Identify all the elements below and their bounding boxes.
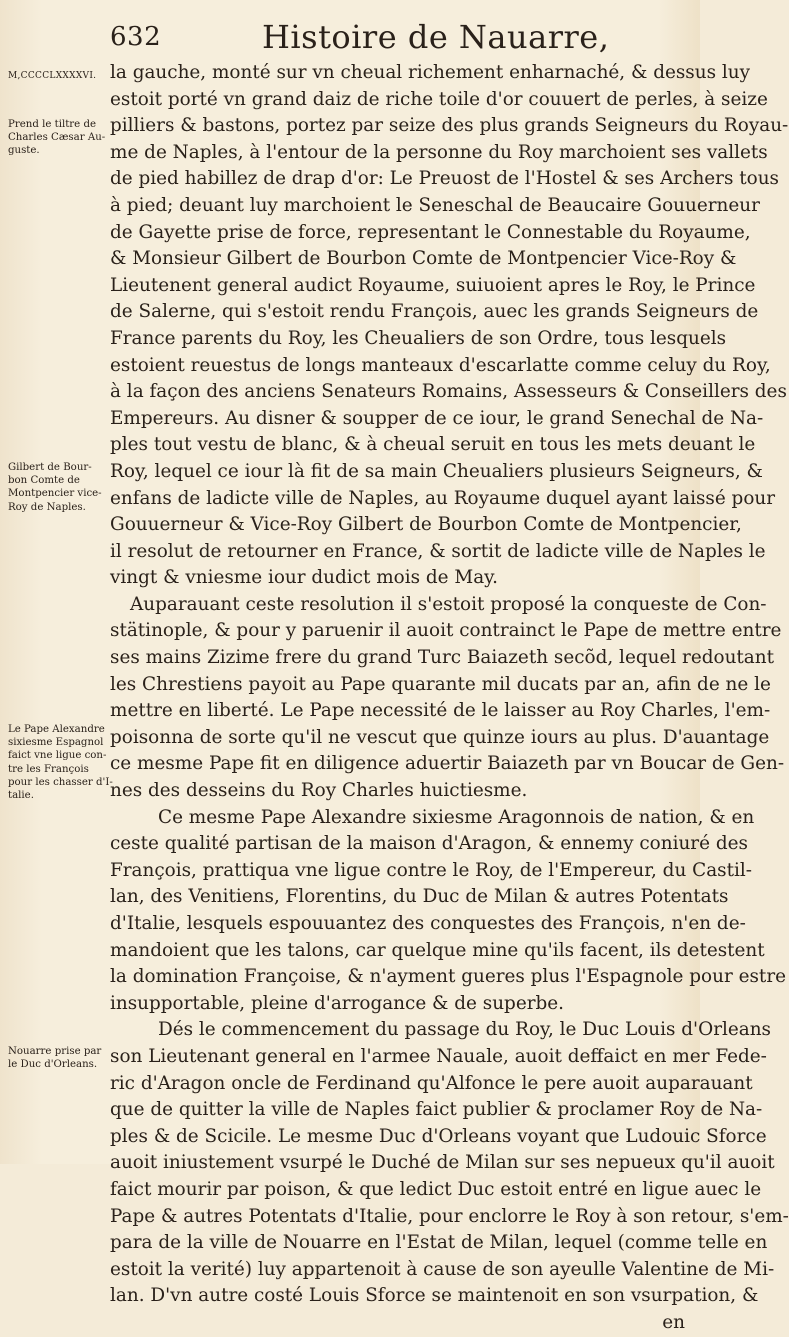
text-line: ses mains Zizime frere du grand Turc Baiazeth secõd, lequel redoutant — [110, 647, 775, 669]
text-line: ceste qualité partisan de la maison d'Aragon, & ennemy coniuré des — [110, 833, 748, 855]
text-line: son Lieutenant general en l'armee Nauale, auoit deffaict en mer Fede- — [110, 1045, 767, 1067]
text-line: à pied; deuant luy marchoient le Seneschal de Beaucaire Gouuerneur — [110, 194, 760, 216]
text-line: para de la ville de Nouarre en l'Estat de Milan, lequel (comme telle en — [110, 1232, 768, 1254]
text-line: estoit la verité) luy appartenoit à cause de son ayeulle Valentine de Mi- — [110, 1258, 775, 1280]
text-line: la domination Françoise, & n'ayment gueres plus l'Espagnole pour estre — [110, 966, 786, 988]
text-line: Pape & autres Potentats d'Italie, pour enclorre le Roy à son retour, s'em- — [110, 1205, 789, 1227]
text-line: d'Italie, lesquels espouuantez des conquestes des François, n'en de- — [110, 913, 746, 934]
text-line: Dés le commencement du passage du Roy, le Duc Louis d'Orleans — [158, 1019, 771, 1041]
text-line: mettre en liberté. Le Pape necessité de le laisser au Roy Charles, l'em- — [110, 700, 771, 722]
margin-note-line: Prend le tiltre de — [8, 119, 96, 130]
margin-note — [8, 723, 113, 802]
text-line: lan, des Venitiens, Florentins, du Duc de Milan & autres Potentats — [110, 886, 729, 908]
text-line: mandoient que les talons, car quelque mine qu'ils facent, ils detestent — [110, 939, 765, 961]
margin-note-line: tre les François — [8, 763, 89, 775]
text-line: ric d'Aragon oncle de Ferdinand qu'Alfonce le pere auoit auparauant — [110, 1072, 753, 1094]
text-line: insupportable, pleine d'arrogance & de superbe. — [110, 992, 565, 1014]
text-line: de pied habillez de drap d'or: Le Preuost de l'Hostel & ses Archers tous — [110, 168, 779, 190]
margin-note-line: Roy de Naples. — [8, 501, 86, 513]
text-line: que de quitter la ville de Naples faict publier & proclamer Roy de Na- — [110, 1099, 763, 1121]
text-line: en — [662, 1311, 685, 1333]
text-line: de Salerne, qui s'estoit rendu François, auec les grands Seigneurs de — [110, 301, 759, 323]
margin-note — [8, 1045, 104, 1071]
margin-note — [8, 118, 104, 158]
margin-note-line: guste. — [8, 145, 40, 157]
text-line: ce mesme Pape fit en diligence aduertir Baiazeth par vn Boucar de Gen- — [110, 753, 785, 775]
text-line: il resolut de retourner en France, & sortit de ladicte ville de Naples le — [110, 540, 766, 562]
margin-note-line: Gilbert de Bour- — [8, 462, 92, 473]
text-line: de Gayette prise de force, representant le Connestable du Royaume, — [110, 221, 751, 243]
text-line: poisonna de sorte qu'il ne vescut que quinze iours au plus. D'auantage — [110, 726, 770, 748]
text-line: Ce mesme Pape Alexandre sixiesme Aragonnois de nation, & en — [158, 806, 755, 828]
text-line: lan. D'vn autre costé Louis Sforce se maintenoit en son vsurpation, & — [110, 1285, 759, 1307]
margin-note-line: le Duc d'Orleans. — [8, 1059, 98, 1071]
text-line: la gauche, monté sur vn cheual richement enharnaché, & dessus luy — [110, 62, 750, 83]
text-line: estoient reuestus de longs manteaux d'escarlatte comme celuy du Roy, — [110, 354, 771, 376]
margin-note-line: sixiesme Espagnol — [8, 737, 104, 749]
text-line: faict mourir par poison, & que ledict Duc estoit entré en ligue auec le — [110, 1178, 762, 1200]
text-line: Roy, lequel ce iour là fit de sa main Cheualiers plusieurs Seigneurs, & — [110, 460, 763, 482]
text-line: Auparauant ceste resolution il s'estoit proposé la conqueste de Con- — [130, 593, 767, 615]
body-text — [110, 60, 789, 1337]
margin-note-line: Nouarre prise par — [8, 1046, 102, 1057]
text-line: & Monsieur Gilbert de Bourbon Comte de Montpencier Vice-Roy & — [110, 248, 737, 270]
text-line: ples & de Scicile. Le mesme Duc d'Orleans voyant que Ludouic Sforce — [110, 1125, 767, 1147]
margin-note-line: bon Comte de — [8, 475, 80, 487]
text-line: Gouuerneur & Vice-Roy Gilbert de Bourbon Comte de Montpencier, — [110, 514, 742, 536]
text-line: estoit porté vn grand daiz de riche toile d'or couuert de perles, à seize — [110, 88, 768, 110]
text-line: pilliers & bastons, portez par seize des plus grands Seigneurs du Royau- — [110, 115, 789, 137]
text-line: vingt & vniesme iour dudict mois de May. — [110, 567, 498, 589]
text-line: Empereurs. Au disner & soupper de ce iour, le grand Senechal de Na- — [110, 407, 764, 429]
text-line: France parents du Roy, les Cheualiers de son Ordre, tous lesquels — [110, 327, 727, 349]
margin-note-line: Le Pape Alexandre — [8, 724, 105, 735]
page-number: 632 — [110, 22, 162, 52]
margin-note-line: faict vne ligue con- — [8, 750, 107, 762]
text-line: me de Naples, à l'entour de la personne du Roy marchoient ses vallets — [110, 141, 768, 163]
margin-note-line: talie. — [8, 790, 34, 802]
text-line: Lieutenent general audict Royaume, suiuoient apres le Roy, le Prince — [110, 274, 756, 296]
margin-note-line: Charles Cæsar Au- — [8, 132, 106, 144]
margin-note — [8, 461, 104, 514]
text-line: François, prattiqua vne ligue contre le Roy, de l'Empereur, du Castil- — [110, 859, 752, 881]
running-title: Histoire de Nauarre, — [262, 18, 610, 56]
year-marker: M,CCCCLXXXXVI. — [8, 71, 97, 81]
text-line: auoit iniustement vsurpé le Duché de Milan sur ses nepueux qu'il auoit — [110, 1152, 775, 1174]
text-line: à la façon des anciens Senateurs Romains, Assesseurs & Conseillers des — [110, 381, 787, 403]
margin-note-line: Montpencier vice- — [8, 488, 102, 500]
text-line: ples tout vestu de blanc, & à cheual seruit en tous les mets deuant le — [110, 434, 756, 456]
text-line: stätinople, & pour y paruenir il auoit contrainct le Pape de mettre entre — [110, 620, 782, 642]
text-line: nes des desseins du Roy Charles huictiesme. — [110, 780, 528, 802]
text-line: les Chrestiens payoit au Pape quarante mil ducats par an, afin de ne le — [110, 673, 771, 695]
text-line: enfans de ladicte ville de Naples, au Royaume duquel ayant laissé pour — [110, 487, 776, 509]
margin-note-line: pour les chasser d'I- — [8, 776, 113, 788]
